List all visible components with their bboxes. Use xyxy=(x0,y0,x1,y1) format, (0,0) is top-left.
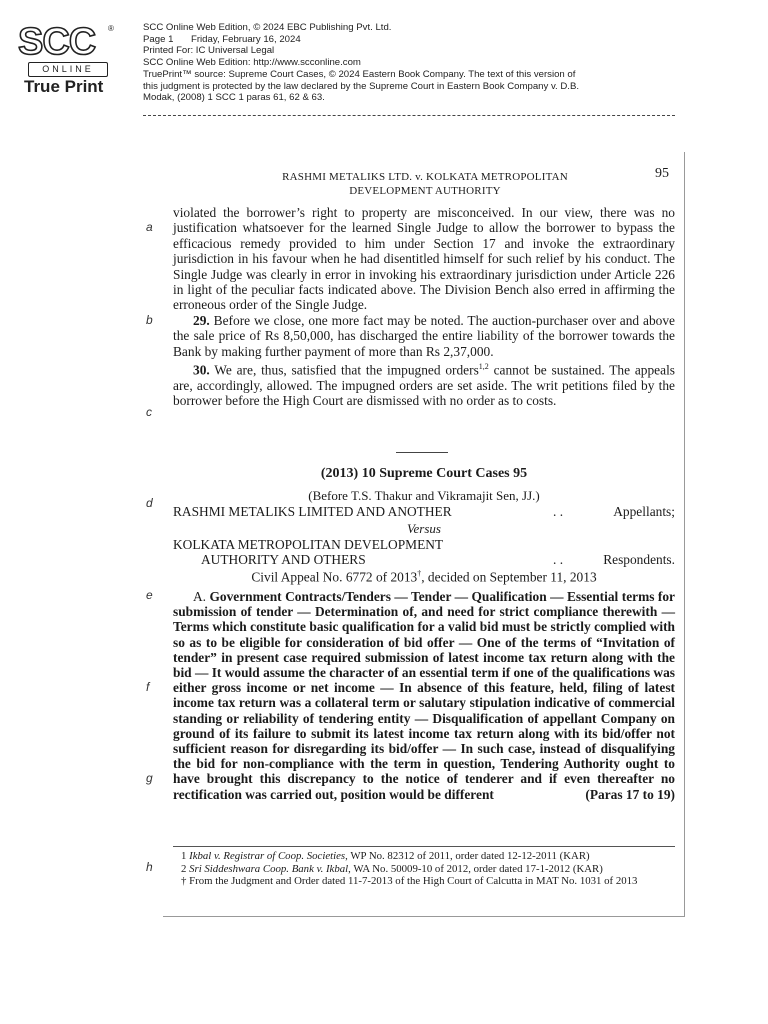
margin-letter-e: e xyxy=(146,588,153,602)
footnote-1-rest: , WP No. 82312 of 2011, order dated 12-12-2011 (KAR) xyxy=(345,850,590,862)
logo-brand: SCC xyxy=(18,21,96,63)
header-page-label: Page 1 xyxy=(143,33,174,45)
civil-appeal-number: Civil Appeal No. 6772 of 2013 xyxy=(251,569,418,585)
margin-letter-f: f xyxy=(146,680,150,694)
footnote-2 xyxy=(173,863,675,876)
headnote-a xyxy=(173,589,675,802)
margin-letter-d: d xyxy=(146,496,153,510)
respondent-line xyxy=(173,537,675,552)
civil-appeal-line xyxy=(173,569,675,585)
header-line-protection: this judgment is protected by the law declared by the Supreme Court in Eastern Book Company v. D.B. xyxy=(143,80,580,92)
appellant-dots: . . xyxy=(553,504,564,519)
versus: Versus xyxy=(407,521,441,536)
header-line-website: SCC Online Web Edition: http://www.scconline.com xyxy=(143,57,361,69)
logo-registered-mark: ® xyxy=(108,24,114,33)
paragraph-29-text: Before we close, one more fact may be noted. The auction-purchaser over and above the sale price of Rs 8,50,000, has discharged the entire liability of the borrower towards the Bank by making further payment of more than Rs 2,37,000. xyxy=(173,312,675,359)
case-citation: (2013) 10 Supreme Court Cases 95 xyxy=(320,466,528,481)
paragraph-28-continued: violated the borrower’s right to property are misconceived. In our view, there was no justification whatsoever for the learned Single Judge to allow the borrower to bypass the efficacious remedy provided to him under Section 17 and invoke the extraordinary jurisdiction in his favour when he had disentitled himself for such relief by his conduct. The Single Judge was clearly in error in invoking his extraordinary jurisdiction under Article 226 in light of the peculiar facts indicated above. The Division Bench also erred in affirming the erroneous order of the Single Judge. xyxy=(173,205,675,313)
header-line-citation: Modak, (2008) 1 SCC 1 paras 61, 62 & 63. xyxy=(143,92,325,104)
paragraph-29 xyxy=(173,313,675,359)
margin-letter-g: g xyxy=(146,771,153,785)
running-head-line2: DEVELOPMENT AUTHORITY xyxy=(349,185,501,197)
respondent-name-line1: KOLKATA METROPOLITAN DEVELOPMENT xyxy=(173,537,444,552)
headnote-paras: (Paras 17 to 19) xyxy=(585,786,675,802)
margin-letter-c: c xyxy=(146,405,152,419)
respondent-dots: . . xyxy=(553,552,564,567)
respondent-line-2 xyxy=(173,552,675,567)
footnote-2-rest: , WA No. 50009-10 of 2012, order dated 17-1-2012 (KAR) xyxy=(348,862,603,875)
running-head-line1: RASHMI METALIKS LTD. v. KOLKATA METROPOLITAN xyxy=(282,171,568,183)
civil-appeal-date: , decided on September 11, 2013 xyxy=(421,569,597,585)
footnote-dagger-text: From the Judgment and Order dated 11-7-2013 of the High Court of Calcutta in MAT No. 1031 of 2013 xyxy=(189,875,638,888)
respondent-role: Respondents. xyxy=(603,552,675,567)
header-page-date: Friday, February 16, 2024 xyxy=(191,33,301,45)
appellant-name: RASHMI METALIKS LIMITED AND ANOTHER xyxy=(173,504,452,519)
paragraph-30-number: 30. xyxy=(193,362,210,378)
header-line-printed-for: Printed For: IC Universal Legal xyxy=(143,45,275,57)
scc-online-logo xyxy=(14,22,124,100)
headnote-text: Government Contracts/Tenders — Tender — Qualification — Essential terms for submission of tender — Determination of, and need for strict compliance therewith — Terms which constitute basic qualification for a valid bid must be strictly complied with so as to be eligible for consideration of bid offer — One of the terms of “Invitation of tender” in present case required submission of latest income tax return along with the bid — It would assume the character of an essential term if one of the qualifications was either gross income or net income — In absence of this feature, held, filing of latest income tax return was a collateral term or salutary stipulation indicative of commercial standing or reliability of tendering entity — Disqualification of appellant Company on ground of its failure to submit its latest income tax return along with its bid/offer not sufficient reason for disregarding its bid/offer — In such case, instead of disqualifying the bid for non-compliance with the term in question, Tendering Authority ought to have brought this discrepancy to the notice of tenderer and if even thereafter no rectification was carried out, position would be different xyxy=(173,589,675,802)
footnotes xyxy=(173,850,675,888)
respondent-name-line2: AUTHORITY AND OTHERS xyxy=(201,552,366,567)
header-line-publisher: SCC Online Web Edition, © 2024 EBC Publishing Pvt. Ltd. xyxy=(143,22,392,33)
footnote-1 xyxy=(173,850,675,863)
page-number: 95 xyxy=(655,166,669,181)
footnote-dagger xyxy=(173,875,675,888)
appellant-line xyxy=(173,504,675,519)
margin-letter-h: h xyxy=(146,860,153,874)
logo-online-box: ONLINE xyxy=(28,62,108,77)
footnote-1-number: 1 xyxy=(181,850,190,862)
margin-letter-b: b xyxy=(146,313,153,327)
appellant-role: Appellants; xyxy=(613,504,675,519)
paragraph-30-text-b: cannot be sustained. The appeals are, accordingly, allowed. The impugned orders are set aside. The writ petitions filed by the borrower before the High Court are dismissed with no order as to costs. xyxy=(173,362,675,409)
footnote-2-case: Sri Siddeshwara Coop. Bank v. Ikbal xyxy=(189,862,349,875)
footnote-rule xyxy=(173,846,675,847)
header-line-page xyxy=(143,34,683,46)
logo-true-print: True Print xyxy=(24,77,104,96)
bench: (Before T.S. Thakur and Vikramajit Sen, JJ.) xyxy=(308,488,540,503)
header-dashed-divider xyxy=(143,115,675,116)
civil-appeal-dagger: † xyxy=(417,569,422,578)
print-header xyxy=(143,22,683,104)
paragraph-29-number: 29. xyxy=(193,312,210,328)
footnote-2-number: 2 xyxy=(181,862,190,875)
headnote-label: A. xyxy=(193,589,210,604)
footnote-dagger-mark: † xyxy=(181,875,190,888)
footnote-ref-1-2: 1,2 xyxy=(478,362,489,372)
paragraph-30-text-a: We are, thus, satisfied that the impugned orders xyxy=(209,362,479,378)
header-line-source: TruePrint™ source: Supreme Court Cases, © 2024 Eastern Book Company. The text of this version of xyxy=(143,68,576,80)
margin-letter-a: a xyxy=(146,220,153,234)
paragraph-30 xyxy=(173,359,675,409)
section-divider xyxy=(396,452,448,453)
judgment-body xyxy=(173,205,675,409)
running-head xyxy=(175,170,675,198)
footnote-1-case: Ikbal v. Registrar of Coop. Societies xyxy=(189,850,346,862)
